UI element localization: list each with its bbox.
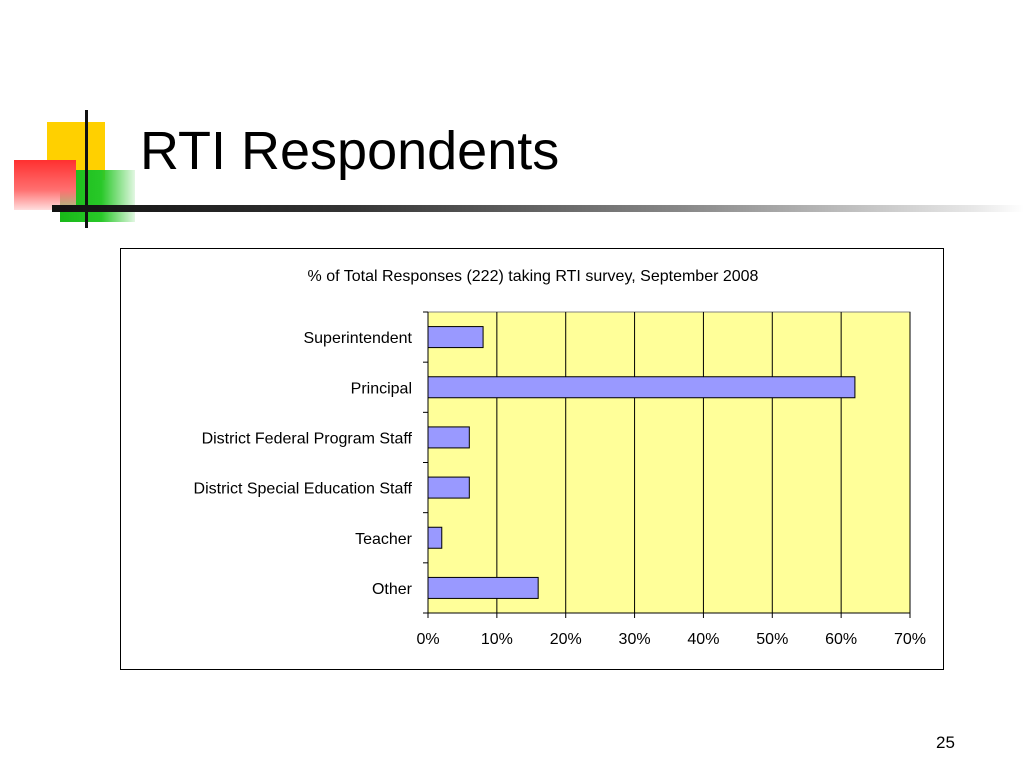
x-tick-label: 0% xyxy=(416,631,440,648)
chart-title: % of Total Responses (222) taking RTI survey, September 2008 xyxy=(307,268,759,285)
x-tick-label: 40% xyxy=(687,631,720,648)
category-label: District Federal Program Staff xyxy=(201,430,412,448)
category-label: Principal xyxy=(350,380,412,398)
page-number: 25 xyxy=(936,733,955,752)
category-labels xyxy=(194,330,413,598)
decor-red-square xyxy=(14,160,76,210)
decor-title-underline xyxy=(52,205,1024,212)
bar xyxy=(428,377,855,398)
x-tick-label: 30% xyxy=(618,631,651,648)
category-label: Teacher xyxy=(355,530,412,548)
bar xyxy=(428,527,442,548)
bar xyxy=(428,327,483,348)
slide-title: RTI Respondents xyxy=(140,121,560,181)
bar xyxy=(428,427,469,448)
bar-chart xyxy=(121,249,943,669)
bar xyxy=(428,477,469,498)
category-label: District Special Education Staff xyxy=(193,480,412,498)
chart-frame xyxy=(120,248,944,670)
x-tick-label: 10% xyxy=(480,631,513,648)
x-tick-label: 70% xyxy=(893,631,927,648)
x-tick-label: 60% xyxy=(825,631,858,648)
x-tick-label: 50% xyxy=(756,631,789,648)
bar xyxy=(428,577,538,598)
tick-labels xyxy=(416,631,926,648)
plot-area xyxy=(428,312,910,613)
category-label: Other xyxy=(371,580,412,598)
x-tick-label: 20% xyxy=(549,631,582,648)
category-label: Superintendent xyxy=(303,330,412,348)
